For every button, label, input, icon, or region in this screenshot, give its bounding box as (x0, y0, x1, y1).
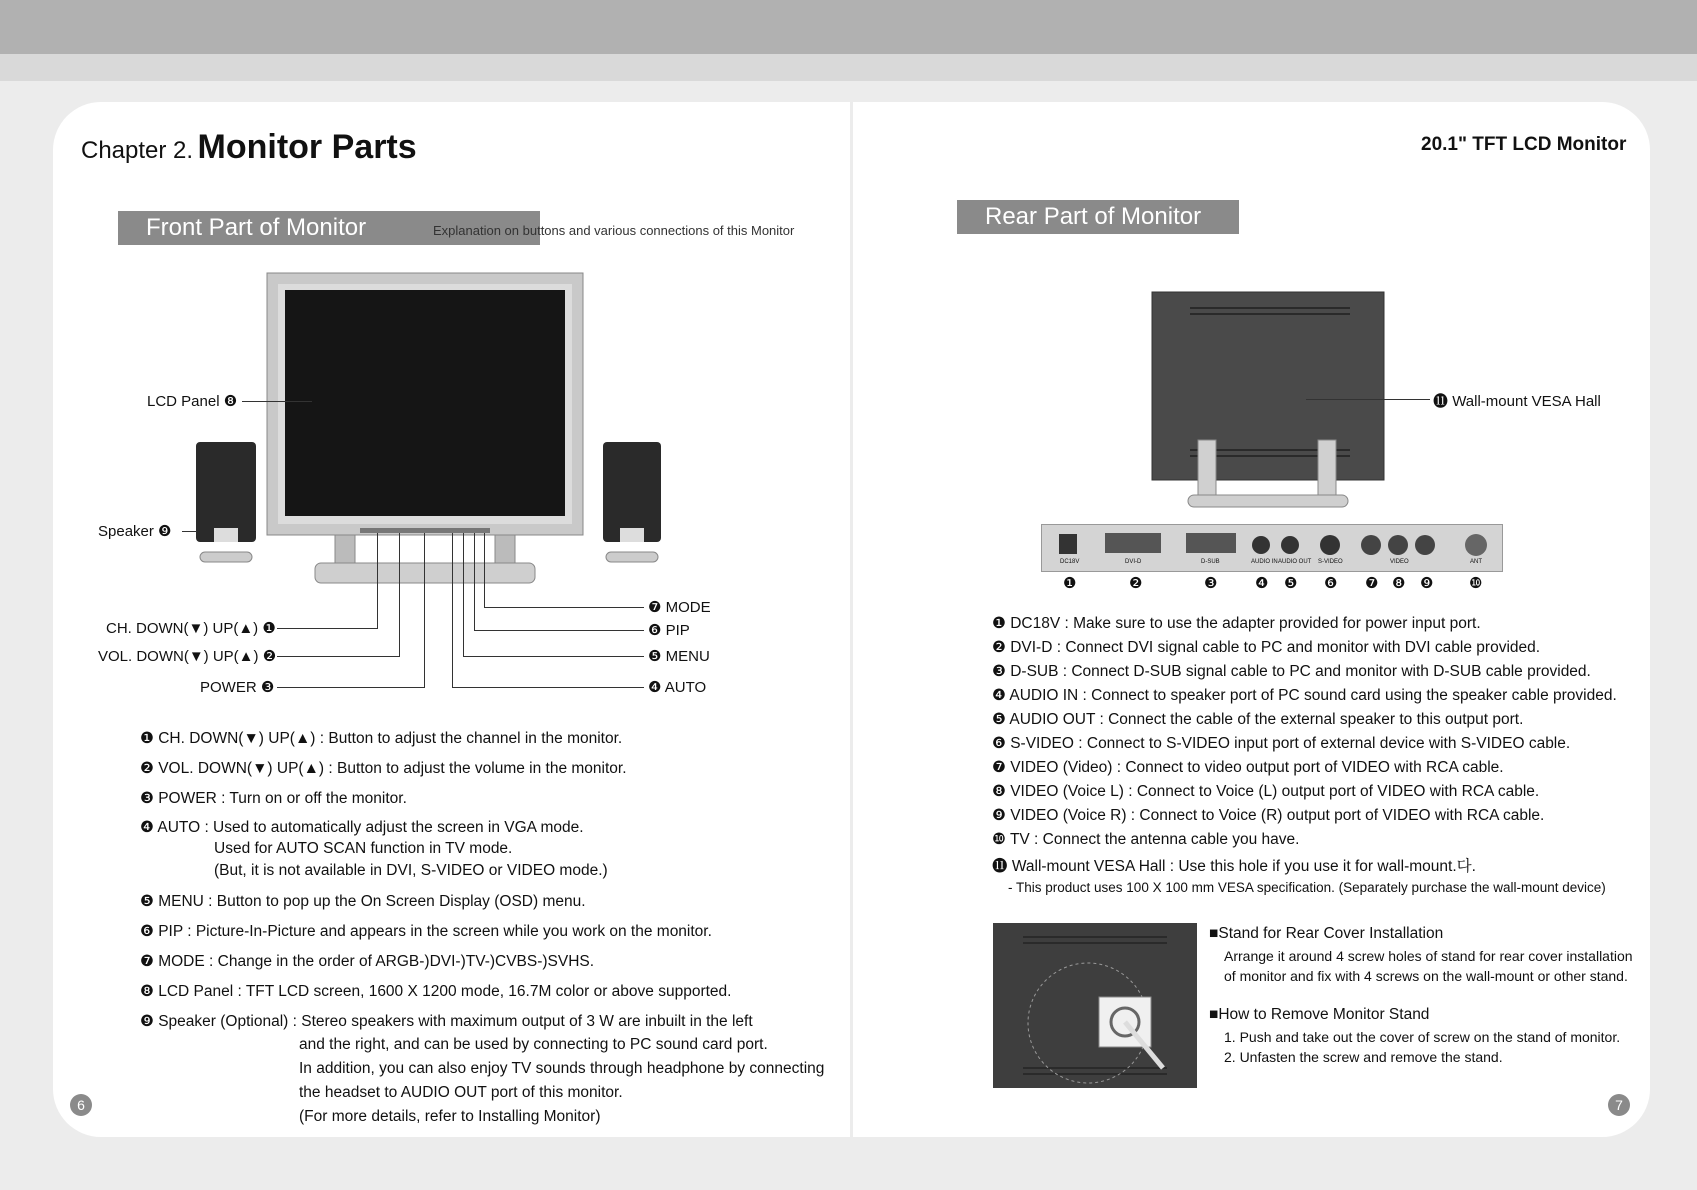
leader-lcd-panel (242, 401, 312, 402)
speaker-left (196, 442, 256, 542)
port-label-audio-out: AUDIO OUT (1278, 559, 1312, 565)
port-label-dvi: DVI-D (1125, 559, 1142, 565)
port-ant (1465, 534, 1487, 556)
top-bar (0, 0, 1697, 54)
desc-vol: ❷ VOL. DOWN(▼) UP(▲) : Button to adjust the volume in the monitor. (140, 760, 627, 777)
port-dvi (1105, 533, 1161, 553)
port-label-video: VIDEO (1390, 559, 1409, 565)
port-label-dc18v: DC18V (1060, 559, 1080, 565)
rear-cover (1152, 292, 1384, 480)
port-marker-7: ❼ (1365, 575, 1379, 592)
leader-ch-v (377, 533, 378, 629)
leader-pip (474, 630, 644, 631)
page-number-right: 7 (1608, 1094, 1630, 1116)
desc-speaker: ❾ Speaker (Optional) : Stereo speakers with maximum output of 3 W are inbuilt in the left (140, 1013, 753, 1030)
rear-stand-left (1198, 440, 1216, 500)
label-lcd-panel: LCD Panel ❽ (147, 393, 238, 410)
rear-desc-6: ❻ S-VIDEO : Connect to S-VIDEO input port of external device with S-VIDEO cable. (992, 735, 1571, 752)
leader-vol-v (399, 533, 400, 657)
rear-stand-right (1318, 440, 1336, 500)
desc-menu: ❺ MENU : Button to pop up the On Screen Display (OSD) menu. (140, 893, 586, 910)
page-gutter (850, 81, 853, 1137)
desc-lcd: ❽ LCD Panel : TFT LCD screen, 1600 X 1200 mode, 16.7M color or above supported. (140, 983, 732, 1000)
rear-desc-8: ❽ VIDEO (Voice L) : Connect to Voice (L) output port of VIDEO with RCA cable. (992, 783, 1540, 800)
rear-desc-10: ❿ TV : Connect the antenna cable you have. (992, 831, 1300, 848)
label-mode: ❼ MODE (648, 599, 711, 616)
chapter-prefix: Chapter 2. (81, 137, 194, 164)
label-ch: CH. DOWN(▼) UP(▲) ❶ (106, 620, 276, 637)
rear-desc-2: ❷ DVI-D : Connect DVI signal cable to PC and monitor with DVI cable provided. (992, 639, 1541, 656)
port-marker-5: ❺ (1284, 575, 1298, 592)
stand-base (315, 563, 535, 583)
front-section-subtitle: Explanation on buttons and various connections of this Monitor (433, 223, 795, 238)
chapter-title: Monitor Parts (197, 128, 417, 166)
top-band (0, 54, 1697, 81)
remove-text-1: 1. Push and take out the cover of screw on the stand of monitor. (1224, 1029, 1621, 1045)
rear-monitor-illustration (1150, 290, 1390, 520)
speaker-right-foot (620, 528, 644, 542)
rear-desc-11: ⓫ Wall-mount VESA Hall : Use this hole if you use it for wall-mount.다. (992, 858, 1476, 875)
label-wall: ⓫ Wall-mount VESA Hall (1433, 393, 1601, 410)
port-marker-2: ❷ (1129, 575, 1143, 592)
port-marker-6: ❻ (1324, 575, 1338, 592)
desc-auto-3: (But, it is not available in DVI, S-VIDEO or VIDEO mode.) (214, 862, 608, 879)
desc-speaker-4: the headset to AUDIO OUT port of this monitor. (299, 1084, 623, 1101)
chapter-heading (81, 128, 417, 167)
leader-auto-v (452, 533, 453, 688)
rear-stand-base (1188, 495, 1348, 507)
vesa-note: - This product uses 100 X 100 mm VESA specification. (Separately purchase the wall-mount device) (1008, 880, 1606, 895)
rear-section-title: Rear Part of Monitor (957, 200, 1239, 234)
speaker-right-base (606, 552, 658, 562)
port-dsub (1186, 533, 1236, 553)
port-marker-4: ❹ (1255, 575, 1269, 592)
desc-pip: ❻ PIP : Picture-In-Picture and appears in the screen while you work on the monitor. (140, 923, 712, 940)
port-dc18v (1059, 534, 1077, 554)
rear-desc-5: ❺ AUDIO OUT : Connect the cable of the external speaker to this output port. (992, 711, 1524, 728)
desc-ch: ❶ CH. DOWN(▼) UP(▲) : Button to adjust the channel in the monitor. (140, 730, 623, 747)
port-marker-3: ❸ (1204, 575, 1218, 592)
label-vol: VOL. DOWN(▼) UP(▲) ❷ (98, 648, 277, 665)
front-monitor-illustration (190, 270, 690, 590)
port-marker-8: ❽ (1392, 575, 1406, 592)
desc-speaker-5: (For more details, refer to Installing Monitor) (299, 1108, 601, 1125)
label-menu: ❺ MENU (648, 648, 710, 665)
port-label-dsub: D-SUB (1201, 559, 1220, 565)
leader-vol (277, 656, 400, 657)
remove-title: ■How to Remove Monitor Stand (1209, 1006, 1430, 1023)
speaker-right (603, 442, 661, 542)
speaker-left-base (200, 552, 252, 562)
port-voice-r (1415, 535, 1435, 555)
remove-text-2: 2. Unfasten the screw and remove the stand. (1224, 1049, 1503, 1065)
label-power: POWER ❸ (200, 679, 275, 696)
leader-mode-v (484, 533, 485, 608)
desc-speaker-3: In addition, you can also enjoy TV sounds through headphone by connecting (299, 1060, 825, 1077)
port-label-audio-in: AUDIO IN (1251, 559, 1278, 565)
label-pip: ❻ PIP (648, 622, 690, 639)
port-svideo (1320, 535, 1340, 555)
rear-desc-7: ❼ VIDEO (Video) : Connect to video output port of VIDEO with RCA cable. (992, 759, 1504, 776)
leader-speaker (182, 531, 197, 532)
desc-mode: ❼ MODE : Change in the order of ARGB-)DVI-)TV-)CVBS-)SVHS. (140, 953, 595, 970)
port-audio-out (1281, 536, 1299, 554)
speaker-left-foot (214, 528, 238, 542)
rear-desc-4: ❹ AUDIO IN : Connect to speaker port of PC sound card using the speaker cable provided. (992, 687, 1617, 704)
leader-menu (463, 656, 644, 657)
stand-text-1: Arrange it around 4 screw holes of stand for rear cover installation (1224, 948, 1633, 964)
leader-ch (277, 628, 378, 629)
desc-auto-2: Used for AUTO SCAN function in TV mode. (214, 840, 513, 857)
stand-title: ■Stand for Rear Cover Installation (1209, 925, 1444, 942)
port-marker-10: ❿ (1469, 575, 1483, 592)
desc-speaker-2: and the right, and can be used by connecting to PC sound card port. (299, 1036, 768, 1053)
desc-auto: ❹ AUTO : Used to automatically adjust the screen in VGA mode. (140, 819, 584, 836)
leader-wall (1306, 399, 1430, 400)
label-speaker: Speaker ❾ (98, 523, 172, 540)
rear-desc-3: ❸ D-SUB : Connect D-SUB signal cable to PC and monitor with D-SUB cable provided. (992, 663, 1591, 680)
stand-text-2: of monitor and fix with 4 screws on the wall-mount or other stand. (1224, 968, 1628, 984)
rear-desc-9: ❾ VIDEO (Voice R) : Connect to Voice (R) output port of VIDEO with RCA cable. (992, 807, 1545, 824)
port-audio-in (1252, 536, 1270, 554)
front-buttons-strip (360, 528, 490, 533)
port-video (1361, 535, 1381, 555)
port-marker-9: ❾ (1420, 575, 1434, 592)
leader-pip-v (474, 533, 475, 631)
port-label-svideo: S-VIDEO (1318, 559, 1343, 565)
port-voice-l (1388, 535, 1408, 555)
rear-cover-photo-bg (993, 923, 1197, 1088)
page-number-left: 6 (70, 1094, 92, 1116)
leader-mode (484, 607, 644, 608)
leader-power (277, 687, 425, 688)
leader-power-v (424, 533, 425, 688)
right-header: 20.1" TFT LCD Monitor (1421, 134, 1627, 155)
port-marker-1: ❶ (1063, 575, 1077, 592)
rear-desc-1: ❶ DC18V : Make sure to use the adapter provided for power input port. (992, 615, 1481, 632)
port-label-ant: ANT (1470, 559, 1482, 565)
leader-menu-v (463, 533, 464, 657)
front-section-title: Front Part of Monitor (118, 211, 540, 245)
lcd-screen (285, 290, 565, 516)
rear-cover-photo (993, 923, 1197, 1088)
label-auto: ❹ AUTO (648, 679, 707, 696)
desc-power: ❸ POWER : Turn on or off the monitor. (140, 790, 407, 807)
leader-auto (452, 687, 644, 688)
